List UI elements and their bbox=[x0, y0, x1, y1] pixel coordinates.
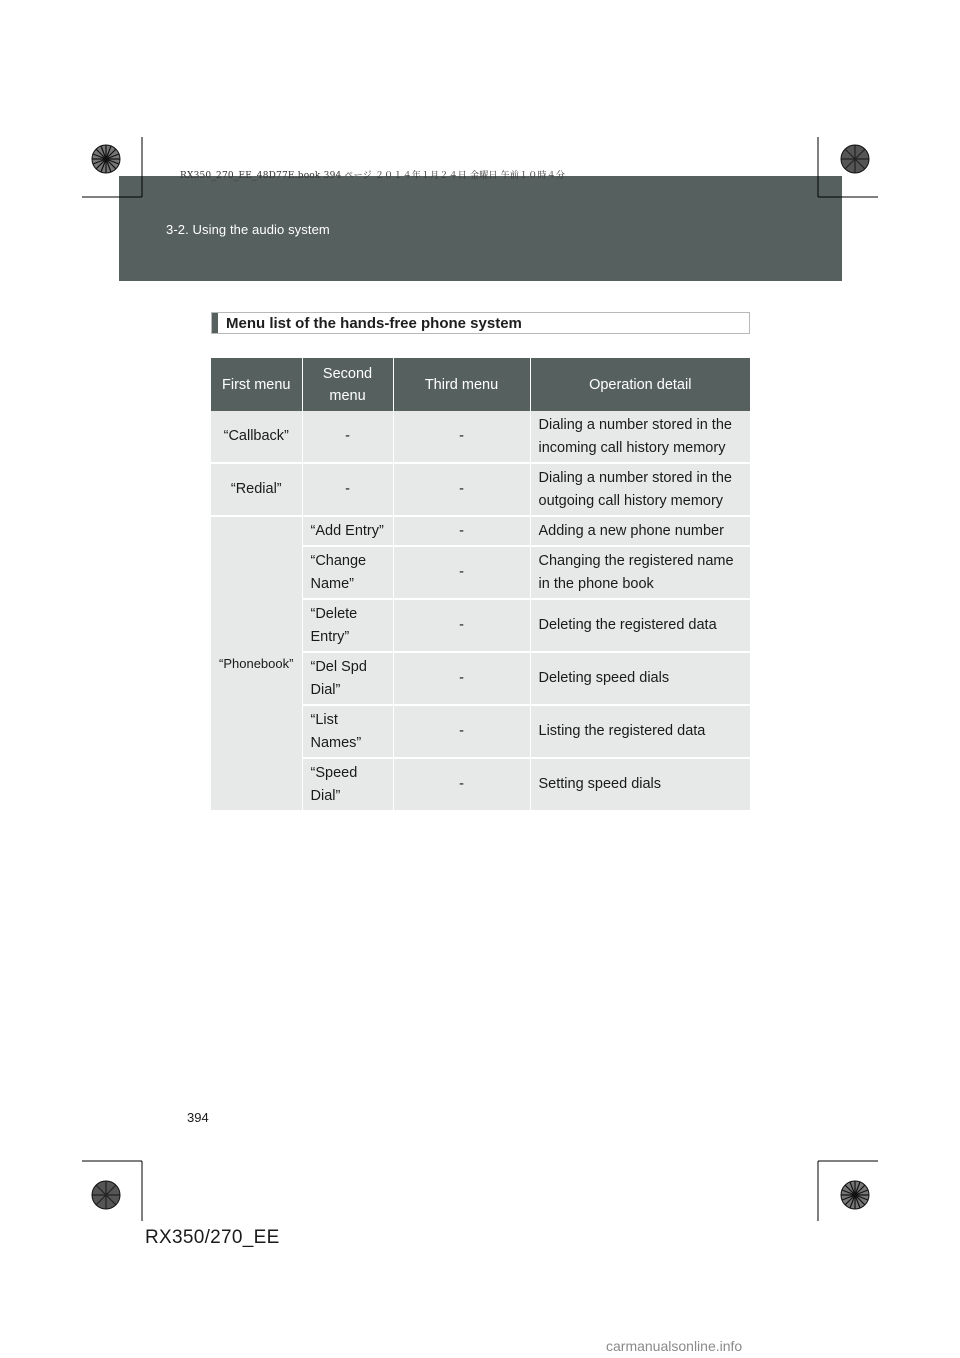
third-menu-cell: - bbox=[393, 758, 530, 811]
first-menu-cell: “Redial” bbox=[211, 463, 302, 516]
operation-detail-cell: Setting speed dials bbox=[530, 758, 750, 811]
second-menu-cell: “List Names” bbox=[302, 705, 393, 758]
watermark-link[interactable]: carmanualsonline.info bbox=[606, 1338, 743, 1354]
second-menu-cell: “Del Spd Dial” bbox=[302, 652, 393, 705]
subsection-heading bbox=[211, 312, 750, 334]
subsection-heading-text: Menu list of the hands-free phone system bbox=[226, 315, 522, 332]
operation-detail-cell: Changing the registered name in the phone book bbox=[530, 546, 750, 599]
table-row bbox=[211, 463, 750, 516]
star-target-icon bbox=[91, 144, 121, 174]
table-row bbox=[211, 516, 750, 546]
table-row bbox=[211, 411, 750, 463]
print-metadata: RX350_270_EE_48D77E.book 394 ページ ２０１４年１月２４日 金曜日 午前１０時４分 bbox=[180, 171, 566, 181]
operation-detail-cell: Adding a new phone number bbox=[530, 516, 750, 546]
star-target-icon bbox=[91, 1180, 121, 1210]
third-menu-cell: - bbox=[393, 411, 530, 463]
operation-detail-cell: Listing the registered data bbox=[530, 705, 750, 758]
third-menu-cell: - bbox=[393, 463, 530, 516]
second-menu-cell: - bbox=[302, 411, 393, 463]
column-header-second-menu: Second menu bbox=[302, 358, 393, 411]
column-header-operation-detail: Operation detail bbox=[530, 358, 750, 411]
heading-accent-bar bbox=[212, 313, 218, 333]
table-header-row bbox=[211, 358, 750, 411]
third-menu-cell: - bbox=[393, 705, 530, 758]
first-menu-cell-phonebook: “Phonebook” bbox=[211, 516, 302, 811]
first-menu-cell: “Callback” bbox=[211, 411, 302, 463]
star-target-icon bbox=[840, 1180, 870, 1210]
model-code: RX350/270_EE bbox=[145, 1227, 280, 1248]
second-menu-cell: - bbox=[302, 463, 393, 516]
third-menu-cell: - bbox=[393, 516, 530, 546]
menu-table bbox=[211, 358, 750, 812]
third-menu-cell: - bbox=[393, 652, 530, 705]
third-menu-cell: - bbox=[393, 599, 530, 652]
column-header-first-menu: First menu bbox=[211, 358, 302, 411]
third-menu-cell: - bbox=[393, 546, 530, 599]
operation-detail-cell: Deleting the registered data bbox=[530, 599, 750, 652]
second-menu-cell: “Speed Dial” bbox=[302, 758, 393, 811]
operation-detail-cell: Deleting speed dials bbox=[530, 652, 750, 705]
second-menu-cell: “Add Entry” bbox=[302, 516, 393, 546]
second-menu-cell: “Change Name” bbox=[302, 546, 393, 599]
star-target-icon bbox=[840, 144, 870, 174]
second-menu-cell: “Delete Entry” bbox=[302, 599, 393, 652]
section-title: 3-2. Using the audio system bbox=[166, 222, 330, 237]
operation-detail-cell: Dialing a number stored in the outgoing call history memory bbox=[530, 463, 750, 516]
operation-detail-cell: Dialing a number stored in the incoming call history memory bbox=[530, 411, 750, 463]
page-number: 394 bbox=[187, 1110, 209, 1125]
column-header-third-menu: Third menu bbox=[393, 358, 530, 411]
